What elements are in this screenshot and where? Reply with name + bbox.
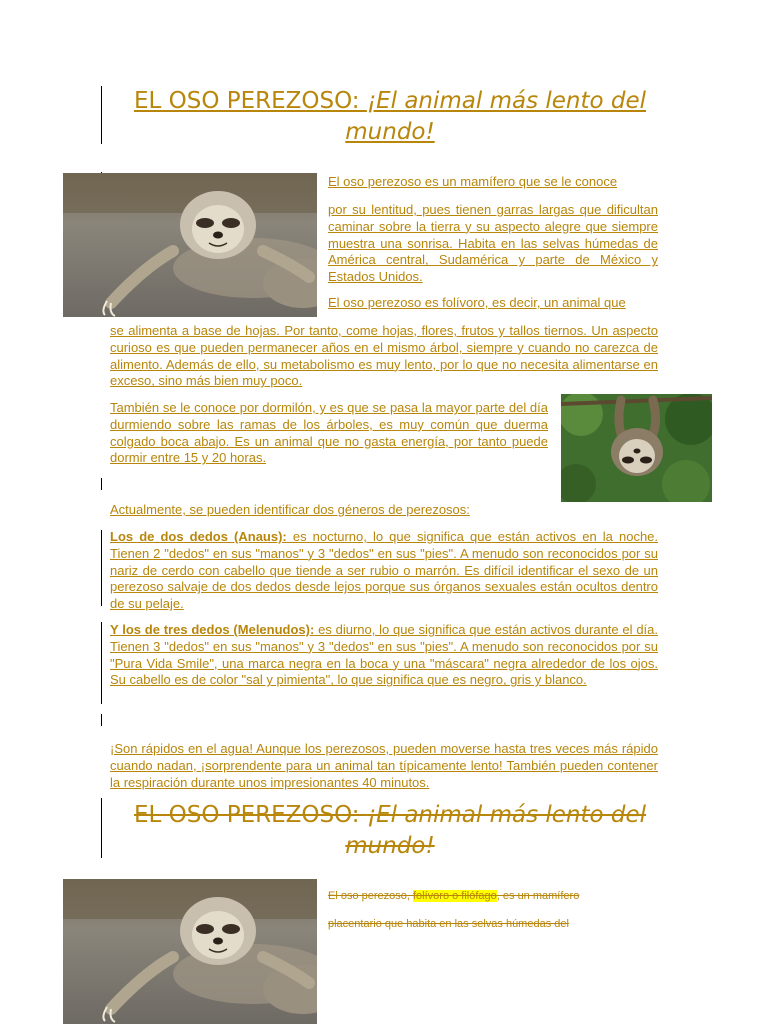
deleted-text-line-1: El oso perezoso, folívoro o filófago, es un mamífero (328, 890, 580, 902)
three-toed-paragraph (110, 622, 658, 689)
deleted-title-normal: EL OSO PEREZOSO: (133, 802, 367, 828)
page-title (110, 86, 670, 148)
intro-first-line: El oso perezoso es un mamífero que se le conoce (328, 174, 618, 189)
intro-paragraph: por su lentitud, pues tienen garras largas que dificultan caminar sobre la tierra y su aspecto alegre que siempre muestra una sonrisa. Habita en las selvas húmedas de América central, Sudamérica y parte de México y Estados Unidos. (328, 202, 658, 285)
title-normal: EL OSO PEREZOSO: (133, 88, 367, 114)
diet-paragraph: se alimenta a base de hojas. Por tanto, come hojas, flores, frutos y tallos tiernos. Un aspecto curioso es que pueden permanecer años en el mismo árbol, siempre y cuando no carezca de alimento. Además de ello, su metabolismo es muy lento, por lo que no necesita alimentarse en exceso, sino más bien muy poco. (110, 323, 658, 389)
change-bar (101, 530, 102, 606)
genera-intro: Actualmente, se pueden identificar dos géneros de perezosos: (110, 502, 470, 517)
sloth-photo (63, 173, 317, 317)
diet-first-line: El oso perezoso es folívoro, es decir, un animal que (328, 295, 626, 310)
change-bar (101, 86, 102, 144)
hanging-sloth-photo (561, 394, 712, 502)
change-bar (101, 714, 102, 726)
sloth-photo-duplicate (63, 879, 317, 1024)
three-toed-text: es diurno, lo que significa que están activos durante el día. Tienen 3 "dedos" en sus "manos" y 3 "dedos" en sus "pies". A menudo son reconocidos por su "Pura Vida Smile", una marca negra en la boca y una "máscara" negra alrededor de los ojos. Su cabello es de color "sal y pimienta", lo que significa que es negro, gris y blanco. (110, 622, 658, 688)
three-toed-label: Y los de tres dedos (Melenudos): (110, 622, 315, 637)
two-toed-text: es nocturno, lo que significa que están activos en la noche. Tienen 2 "dedos" en sus "manos" y 3 "dedos" en sus "pies". A menudo son reconocidos por su nariz de cerdo con cabello que tiende a ser rubio o marrón. Es difícil identificar el sexo de un perezoso salvaje de dos dedos desde lejos porque sus órganos sexuales están ocultos dentro de su pelaje. (110, 529, 659, 612)
two-toed-label: Los de dos dedos (Anaus): (110, 529, 287, 544)
title-italic: ¡El animal más lento del mundo! (345, 88, 647, 145)
two-toed-paragraph (110, 529, 658, 613)
highlighted-text: folívoro o filófago (413, 890, 497, 902)
swim-paragraph: ¡Son rápidos en el agua! Aunque los perezosos, pueden moverse hasta tres veces más rápido cuando nadan, ¡sorprendente para un animal tan típicamente lento! También pueden contener la respiración durante unos impresionantes 40 minutos. (110, 741, 658, 790)
deleted-title (110, 800, 670, 862)
deleted-text-line-2: placentario que habita en las selvas húmedas del (328, 918, 569, 930)
change-bar (101, 798, 102, 858)
change-bar (101, 478, 102, 490)
sleep-paragraph: También se le conoce por dormilón, y es que se pasa la mayor parte del día durmiendo sobre las ramas de los árboles, es muy común que duerma colgado boca abajo. Es un animal que no gasta energía, por tanto puede dormir entre 15 y 20 horas. (110, 400, 548, 466)
change-bar (101, 622, 102, 704)
deleted-title-italic: ¡El animal más lento del mundo! (345, 802, 647, 859)
